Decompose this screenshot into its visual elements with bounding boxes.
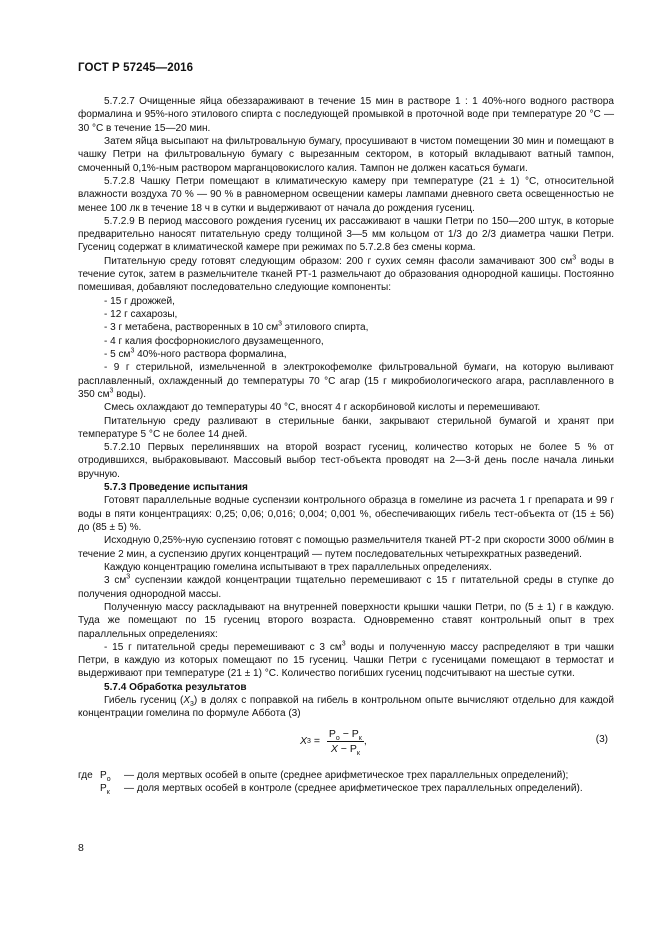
paragraph-5-7-2-9: 5.7.2.9 В период массового рождения гусениц их рассаживают в чашки Петри по 150—200 штук, в которые предварительно наносят питательную среду толщиной 3—5 мм кольцом от 1/3 до 2/3 диаметра чашки Петри. Гусениц содержат в климатической камере при режимах по 5.7.2.8 без смены корма. — [78, 215, 614, 254]
paragraph-suspensions: Готовят параллельные водные суспензии контрольного образца в гомелине из расчета 1 г препарата и 99 г воды в пяти концентрациях: 0,25; 0,06; 0,016; 0,004; 0,001 %, обеспечивающих гибель тест-объекта от (15 ± 56) до (85 ± 5) %. — [78, 495, 614, 533]
paragraph-placement: Полученную массу раскладывают на внутренней поверхности крышки чашки Петри, по (5 ± 1) г в каждую. Туда же помещают по 15 гусениц второго возраста. Одновременно ставят контрольный опыт в трех параллельных определениях: — [78, 601, 614, 640]
paragraph-5-7-2-10: 5.7.2.10 Первых перелинявших на второй возраст гусениц, количество которых не более 5 % от отродившихся, выбраковывают. Массовый выбор тест-объекта проводят на 2—3-й день после начала линьки вручную. — [78, 442, 614, 480]
paragraph-mixing: 3 $см^3$ суспензии каждой концентрации тщательно перемешивают с 15 г питательной среды в ступке до получения однородной массы. — [78, 573, 614, 600]
paragraph-5-7-2-8: 5.7.2.8 Чашку Петри помещают в климатическую камеру при температуре (21 ± 1) °С, относительной влажности воздуха 70 % — 90 % в равномерном освещении камеры лампами дневного света освещенностью не менее 100 лк в течение 18 ч в сутки и выдерживают от начала до рождения гусениц. — [78, 175, 614, 214]
section-heading-5-7-3: 5.7.3 Проведение испытания — [104, 482, 248, 494]
section-heading-5-7-4: 5.7.4 Обработка результатов — [104, 681, 247, 693]
paragraph-drying: Затем яйца высыпают на фильтровальную бумагу, просушивают в чистом помещении 30 мин и помещают в чашку Петри на фильтровальную бумагу с вырезанным сектором, в который вкладывают ватный тампон, смоченный 0,1%-ным раствором марганцовокислого калия. Тампон не должен касаться бумаги. — [78, 135, 614, 174]
component-item: - 5 $см^3$ 40%-ного раствора формалина, — [104, 347, 287, 360]
paragraph-cooling: Смесь охлаждают до температуры 40 °С, вносят 4 г аскорбиновой кислоты и перемешивают. — [104, 402, 541, 414]
formula-definitions — [78, 769, 614, 796]
paragraph-parallel: Каждую концентрацию гомелина испытывают в трех параллельных определениях. — [104, 561, 492, 573]
paragraph-initial-suspension: Исходную 0,25%-ную суспензию готовят с помощью размельчителя тканей РТ-2 при скорости 3000 об/мин в течение 2 мин, а суспензию других концентраций — путем последовательных четырехкратных разведений. — [78, 535, 614, 560]
definition-row: $Р_к$ — доля мертвых особей в контроле (среднее арифметическое трех параллельных определений). — [100, 783, 583, 796]
formula-number: (3) — [595, 733, 608, 745]
component-item: - 9 г стерильной, измельченной в электрокофемолке фильтровальной бумаги, на которую выливают расплавленный, охлажденный до температуры 70 °С агар (15 г микробиологического агара, расплавленного в 350 $см^3$ воды). — [78, 362, 614, 400]
paragraph-abbott: Гибель гусениц $(X_3)$ в долях с поправкой на гибель в контрольном опыте вычисляют отдельно для каждой концентрации гомелина по формуле Аббота (3) — [78, 695, 614, 720]
paragraph-nutrient-intro: Питательную среду готовят следующим образом: 200 г сухих семян фасоли замачивают 300 $см^3$ воды в течение суток, затем в размельчителе тканей РТ-1 размельчают до образования однородной кашицы. Постоянно помешивая, добавляют последовательно следующие компоненты: — [78, 254, 614, 294]
formula-fraction: $\frac{Р_о - Р_к}{X - Р_к}$ — [328, 727, 362, 757]
component-item: - 3 г метабена, растворенных в 10 $см^3$ этилового спирта, — [104, 320, 369, 334]
page-number: 8 — [78, 842, 84, 854]
component-item: - 4 г калия фосфорнокислого двузамещенного, — [104, 335, 324, 347]
standard-header: ГОСТ Р 57245—2016 — [78, 62, 194, 74]
paragraph-5-7-2-7: 5.7.2.7 Очищенные яйца обеззараживают в течение 15 мин в растворе 1 : 1 40%-ного водного раствора формалина и 95%-ного этилового спирта с последующей промывкой в проточной воде при температуре 20 °С — 30 °С в течение 15—20 мин. — [78, 96, 614, 134]
definition-row: где $Р_о$ — доля мертвых особей в опыте (среднее арифметическое трех параллельных определений); — [78, 769, 569, 783]
formula-expression: X 3 = $\frac{Р_о - Р_к}{X - Р_к}$ , — [300, 727, 367, 757]
document-body — [78, 95, 614, 795]
component-item: - 12 г сахарозы, — [104, 309, 178, 320]
component-item: - 15 г дрожжей, — [104, 295, 175, 307]
paragraph-storage: Питательную среду разливают в стерильные банки, закрывают стерильной бумагой и хранят при температуре 5 °С не более 14 дней. — [78, 415, 614, 440]
abbott-formula — [78, 725, 614, 767]
paragraph-control-item: - 15 г питательной среды перемешивают с 3 $см^3$ воды и полученную массу распределяют в три чашки Петри, в каждую из которых помещают по 15 гусениц. Чашки Петри с гусеницами помещают в термостат и выдерживают при температуре (21 ± 1) °С. Количество погибших гусениц подсчитывают на шестые сутки. — [78, 640, 614, 680]
